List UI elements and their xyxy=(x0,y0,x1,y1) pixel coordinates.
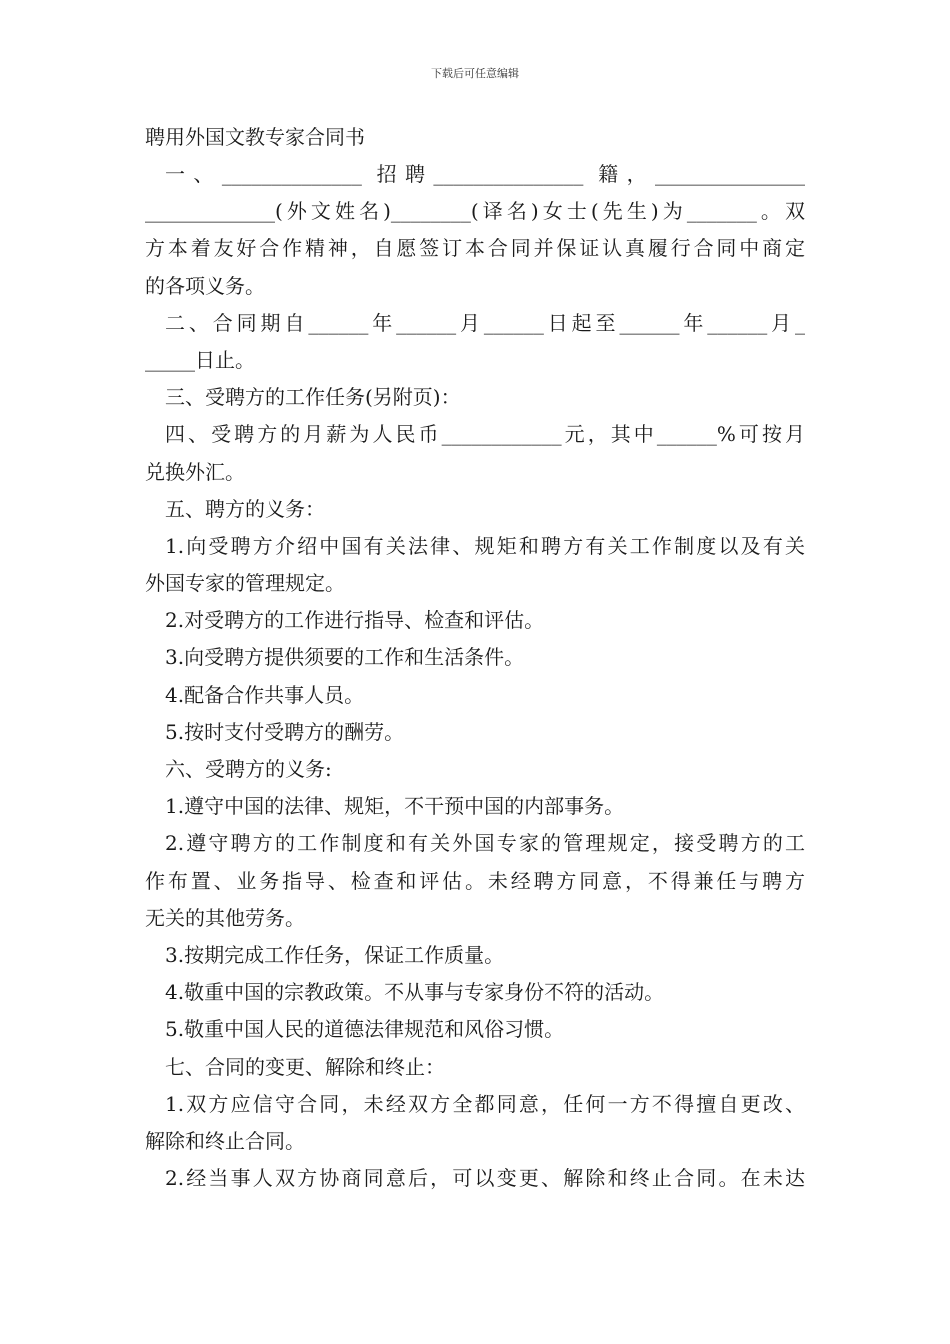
body-line: 外国专家的管理规定。 xyxy=(145,571,345,596)
body-line: 3.向受聘方提供须要的工作和生活条件。 xyxy=(165,645,525,670)
body-line: 二、合同期自______年______月______日起至______年______月_ xyxy=(165,310,805,335)
body-line: 2.经当事人双方协商同意后，可以变更、解除和终止合同。在未达 xyxy=(165,1166,805,1191)
body-line: 一、______________ 招聘_______________ 籍，_______________ xyxy=(165,162,805,186)
body-line: 六、受聘方的义务: xyxy=(165,757,332,781)
body-line: _____日止。 xyxy=(145,347,255,372)
body-line: 无关的其他劳务。 xyxy=(145,905,305,930)
body-line: 2.遵守聘方的工作制度和有关外国专家的管理规定，接受聘方的工 xyxy=(165,831,805,856)
body-line: 1.向受聘方介绍中国有关法律、规矩和聘方有关工作制度以及有关 xyxy=(165,533,805,558)
page-header-note: 下载后可任意编辑 xyxy=(431,67,519,80)
document-title: 聘用外国文教专家合同书 xyxy=(145,125,365,149)
body-line: 的各项义务。 xyxy=(145,273,265,298)
body-line: 5.敬重中国人民的道德法律规范和风俗习惯。 xyxy=(165,1017,565,1042)
body-line: 五、聘方的义务： xyxy=(165,496,325,521)
body-line: 5.按时支付受聘方的酬劳。 xyxy=(165,719,405,744)
body-line: _____________(外文姓名)________(译名)女士(先生)为_______。双 xyxy=(145,199,805,224)
body-line: 七、合同的变更、解除和终止： xyxy=(165,1054,445,1079)
body-line: 1.双方应信守合同，未经双方全都同意，任何一方不得擅自更改、 xyxy=(165,1091,805,1116)
body-line: 1.遵守中国的法律、规矩，不干预中国的内部事务。 xyxy=(165,794,625,819)
body-line: 四、受聘方的月薪为人民币____________元，其中______%可按月 xyxy=(165,422,805,447)
body-line: 4.敬重中国的宗教政策。不从事与专家身份不符的活动。 xyxy=(165,980,665,1005)
body-line: 三、受聘方的工作任务(另附页)： xyxy=(165,385,461,410)
body-line: 兑换外汇。 xyxy=(145,459,245,484)
body-line: 2.对受聘方的工作进行指导、检查和评估。 xyxy=(165,608,545,633)
body-line: 3.按期完成工作任务，保证工作质量。 xyxy=(165,942,505,967)
document-body xyxy=(145,156,805,1197)
body-line: 解除和终止合同。 xyxy=(145,1128,305,1153)
body-line: 方本着友好合作精神，自愿签订本合同并保证认真履行合同中商定 xyxy=(145,236,805,261)
body-line: 4.配备合作共事人员。 xyxy=(165,682,365,707)
body-line: 作布置、业务指导、检查和评估。未经聘方同意，不得兼任与聘方 xyxy=(145,868,805,893)
